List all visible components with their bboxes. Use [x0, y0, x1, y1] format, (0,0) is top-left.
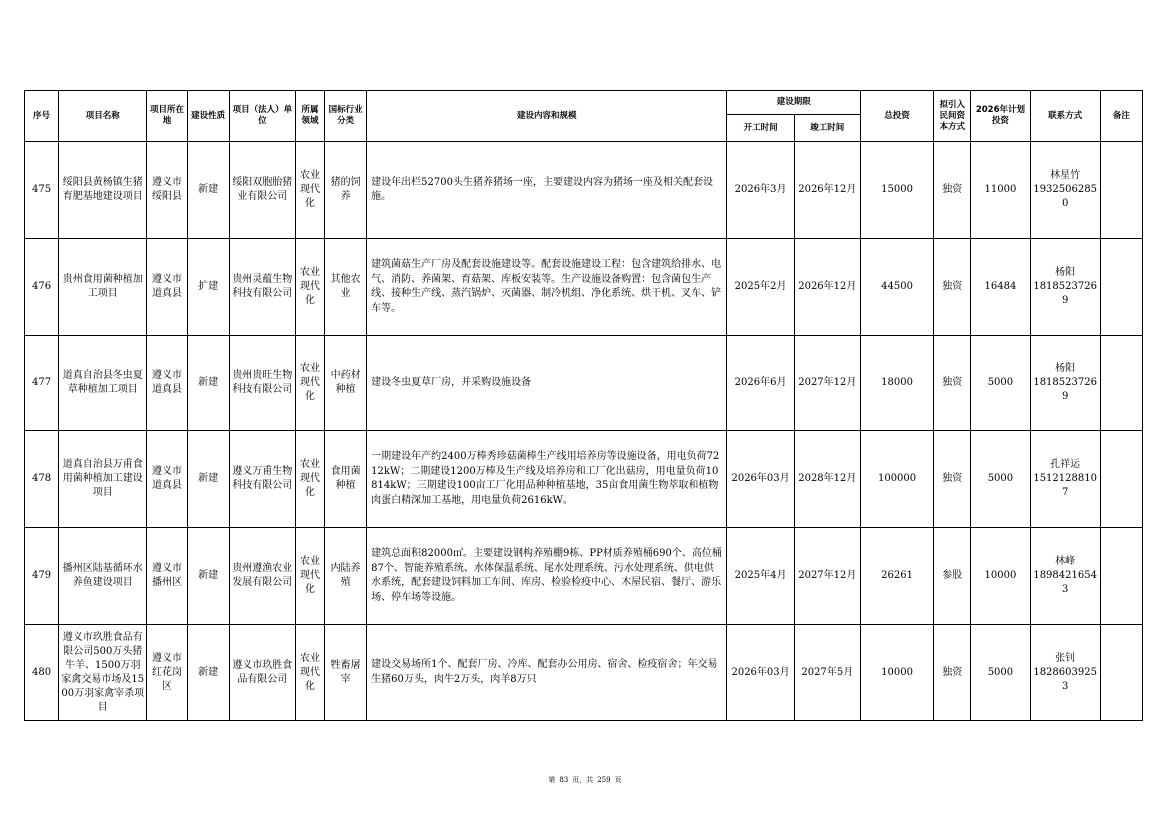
cell-start: 2026年03月 — [727, 625, 794, 721]
cell-plan2026: 5000 — [971, 336, 1030, 431]
table-row — [25, 239, 1143, 336]
cell-unit: 贵州灵蕴生物科技有限公司 — [229, 239, 295, 336]
cell-note — [1100, 239, 1142, 336]
contact-phone: 15121288107 — [1033, 473, 1097, 498]
cell-total: 10000 — [860, 625, 933, 721]
cell-contact — [1030, 336, 1100, 431]
header-start: 开工时间 — [727, 115, 794, 142]
cell-content: 一期建设年产约2400万棒秀珍菇菌棒生产线用培养房等设施设备，用电负荷7212kW；二期建设1200万棒及生产线及培养房和工厂化出菇房，用电量负荷10814kW；三期建设100亩工厂化用品种种植基地，35亩食用菌生物萃取和植物肉蛋白精深加工基地，用电量负荷2616kW。 — [367, 431, 727, 528]
cell-contact — [1030, 625, 1100, 721]
cell-seq: 475 — [25, 142, 59, 239]
table-row — [25, 431, 1143, 528]
cell-note — [1100, 142, 1142, 239]
cell-nature: 新建 — [187, 625, 229, 721]
cell-field: 农业现代化 — [295, 431, 324, 528]
cell-total: 44500 — [860, 239, 933, 336]
cell-nature: 新建 — [187, 528, 229, 625]
cell-end: 2026年12月 — [794, 142, 860, 239]
cell-content: 建设冬虫夏草厂房，并采购设施设备 — [367, 336, 727, 431]
cell-plan2026: 16484 — [971, 239, 1030, 336]
cell-nature: 扩建 — [187, 239, 229, 336]
contact-name: 林峰 — [1055, 556, 1076, 567]
cell-note — [1100, 528, 1142, 625]
cell-start: 2026年3月 — [727, 142, 794, 239]
cell-start: 2026年03月 — [727, 431, 794, 528]
header-unit: 项目（法人）单位 — [229, 91, 295, 142]
header-total: 总投资 — [860, 91, 933, 142]
cell-content: 建筑菌菇生产厂房及配套设施建设等。配套设施建设工程：包含建筑给排水、电气、消防、养菌架、育菇架、库板安装等。生产设施设备购置：包含菌包生产线、接种生产线、蒸汽锅炉、灭菌器、制冷机组、净化系统、烘干机、叉车、铲车等。 — [367, 239, 727, 336]
header-period: 建设期限 — [727, 91, 860, 115]
contact-name: 林星竹 — [1050, 170, 1081, 181]
cell-method: 独资 — [934, 239, 971, 336]
table-row — [25, 625, 1143, 721]
cell-plan2026: 10000 — [971, 528, 1030, 625]
page-total: 259 — [597, 776, 611, 784]
cell-contact — [1030, 239, 1100, 336]
cell-location: 遵义市绥阳县 — [147, 142, 187, 239]
cell-nature: 新建 — [187, 336, 229, 431]
cell-contact — [1030, 528, 1100, 625]
cell-note — [1100, 336, 1142, 431]
contact-name: 张钊 — [1055, 652, 1076, 664]
cell-note — [1100, 431, 1142, 528]
cell-field: 农业现代化 — [295, 528, 324, 625]
header-content: 建设内容和规模 — [367, 91, 727, 142]
cell-seq: 476 — [25, 239, 59, 336]
table-row — [25, 336, 1143, 431]
cell-method: 独资 — [934, 142, 971, 239]
cell-name: 贵州食用菌种植加工项目 — [59, 239, 147, 336]
cell-end: 2027年12月 — [794, 528, 860, 625]
table-row — [25, 142, 1143, 239]
header-contact: 联系方式 — [1030, 91, 1100, 142]
cell-end: 2026年12月 — [794, 239, 860, 336]
page-prefix: 第 — [548, 776, 556, 784]
cell-start: 2025年4月 — [727, 528, 794, 625]
contact-phone: 18185237269 — [1033, 377, 1097, 402]
header-row — [25, 91, 1143, 115]
cell-note — [1100, 625, 1142, 721]
header-end: 竣工时间 — [794, 115, 860, 142]
contact-phone: 18286039253 — [1033, 666, 1097, 692]
cell-name: 遵义市玖胜食品有限公司500万头猪牛羊、1500万羽家禽交易市场及1500万羽家禽宰杀项目 — [59, 625, 147, 721]
header-seq: 序号 — [25, 91, 59, 142]
cell-location: 遵义市红花岗区 — [147, 625, 187, 721]
header-industry: 国标行业分类 — [325, 91, 367, 142]
cell-industry: 其他农业 — [325, 239, 367, 336]
project-table — [24, 90, 1143, 721]
cell-total: 26261 — [860, 528, 933, 625]
cell-field: 农业现代化 — [295, 625, 324, 721]
cell-end: 2027年12月 — [794, 336, 860, 431]
header-location: 项目所在地 — [147, 91, 187, 142]
cell-content: 建筑总面积82000㎡。主要建设钢构养殖棚9栋、PP材质养殖桶690个、高位桶87个、智能养殖系统、水体保温系统、尾水处理系统、污水处理系统、供电供水系统，配套建设饲料加工车间、库房、检验检疫中心、木屋民宿、餐厅、游乐场、停车场等设施。 — [367, 528, 727, 625]
cell-unit: 贵州遵渔农业发展有限公司 — [229, 528, 295, 625]
cell-seq: 479 — [25, 528, 59, 625]
page-mid: 页，共 — [572, 776, 594, 784]
cell-location: 遵义市道真县 — [147, 336, 187, 431]
cell-total: 15000 — [860, 142, 933, 239]
contact-name: 杨阳 — [1055, 267, 1076, 278]
contact-name: 孔祥运 — [1050, 459, 1081, 470]
cell-seq: 478 — [25, 431, 59, 528]
contact-name: 杨阳 — [1055, 363, 1076, 374]
cell-industry: 猪的饲养 — [325, 142, 367, 239]
cell-name: 播州区陆基循环水养鱼建设项目 — [59, 528, 147, 625]
cell-location: 遵义市道真县 — [147, 239, 187, 336]
cell-field: 农业现代化 — [295, 239, 324, 336]
cell-start: 2025年2月 — [727, 239, 794, 336]
table-row — [25, 528, 1143, 625]
cell-contact — [1030, 142, 1100, 239]
cell-industry: 牲畜屠宰 — [325, 625, 367, 721]
contact-phone: 18185237269 — [1033, 281, 1097, 306]
header-nature: 建设性质 — [187, 91, 229, 142]
cell-method: 独资 — [934, 431, 971, 528]
cell-plan2026: 5000 — [971, 431, 1030, 528]
cell-location: 遵义市播州区 — [147, 528, 187, 625]
contact-phone: 18984216543 — [1033, 570, 1097, 595]
cell-name: 道真自治县万甫食用菌种植加工建设项目 — [59, 431, 147, 528]
cell-field: 农业现代化 — [295, 336, 324, 431]
header-plan2026: 2026年计划投资 — [971, 91, 1030, 142]
header-method: 拟引入民间资本方式 — [934, 91, 971, 142]
page-number: 83 — [559, 776, 569, 784]
contact-phone: 19325062850 — [1033, 184, 1097, 209]
cell-plan2026: 11000 — [971, 142, 1030, 239]
cell-end: 2027年5月 — [794, 625, 860, 721]
page-footer — [0, 775, 1170, 785]
cell-start: 2026年6月 — [727, 336, 794, 431]
cell-industry: 内陆养殖 — [325, 528, 367, 625]
cell-seq: 477 — [25, 336, 59, 431]
cell-method: 独资 — [934, 625, 971, 721]
cell-total: 100000 — [860, 431, 933, 528]
header-name: 项目名称 — [59, 91, 147, 142]
cell-contact — [1030, 431, 1100, 528]
cell-nature: 新建 — [187, 431, 229, 528]
cell-nature: 新建 — [187, 142, 229, 239]
header-field: 所属领域 — [295, 91, 324, 142]
cell-location: 遵义市道真县 — [147, 431, 187, 528]
cell-total: 18000 — [860, 336, 933, 431]
cell-unit: 贵州贵旺生物科技有限公司 — [229, 336, 295, 431]
cell-field: 农业现代化 — [295, 142, 324, 239]
cell-seq: 480 — [25, 625, 59, 721]
cell-plan2026: 5000 — [971, 625, 1030, 721]
cell-industry: 中药材种植 — [325, 336, 367, 431]
header-note: 备注 — [1100, 91, 1142, 142]
page-suffix: 页 — [614, 776, 622, 784]
cell-method: 参股 — [934, 528, 971, 625]
cell-unit: 遵义万甫生物科技有限公司 — [229, 431, 295, 528]
cell-content: 建设交易场所1个、配套厂房、冷库、配套办公用房、宿舍、检疫宿舍；年交易生猪60万头，肉牛2万头，肉羊8万只 — [367, 625, 727, 721]
cell-name: 绥阳县黄杨镇生猪育肥基地建设项目 — [59, 142, 147, 239]
cell-name: 道真自治县冬虫夏草种植加工项目 — [59, 336, 147, 431]
cell-unit: 遵义市玖胜食品有限公司 — [229, 625, 295, 721]
cell-content: 建设年出栏52700头生猪养猪场一座，主要建设内容为猪场一座及相关配套设施。 — [367, 142, 727, 239]
cell-unit: 绥阳双胞胎猪业有限公司 — [229, 142, 295, 239]
cell-industry: 食用菌种植 — [325, 431, 367, 528]
cell-method: 独资 — [934, 336, 971, 431]
cell-end: 2028年12月 — [794, 431, 860, 528]
